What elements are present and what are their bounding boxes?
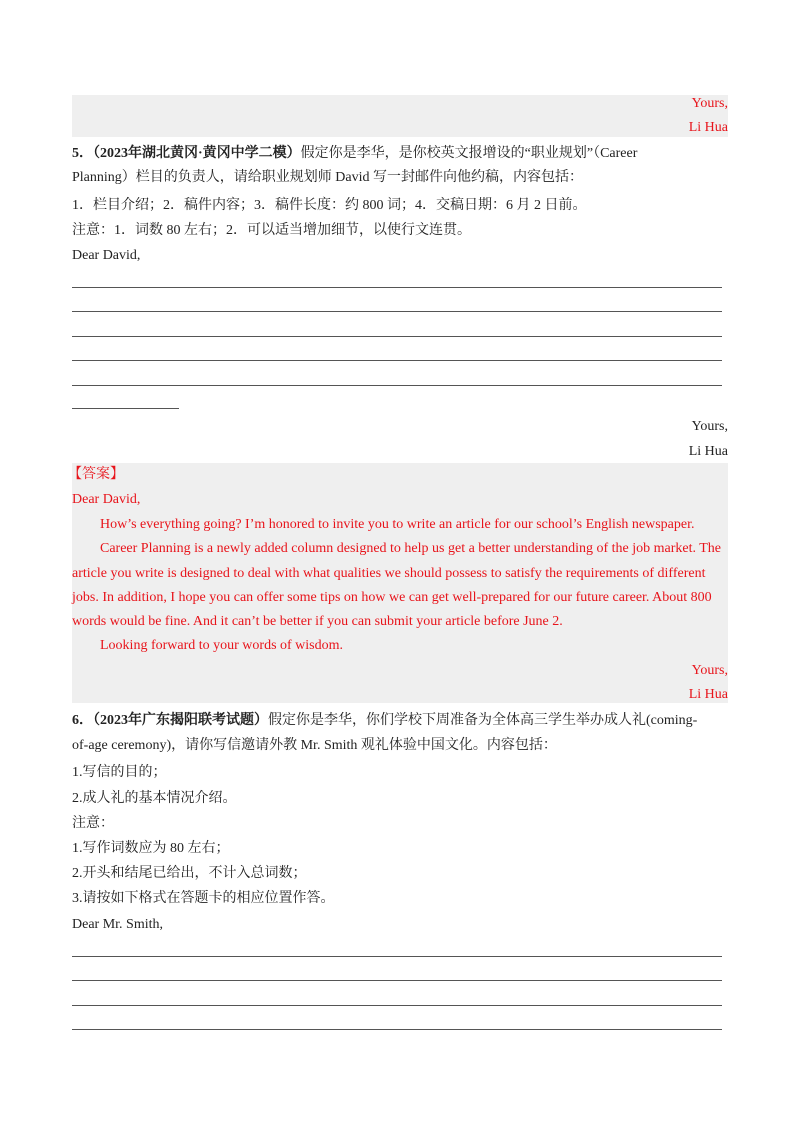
writing-line-short xyxy=(72,408,179,409)
q5-note-line: 注意：1．词数 80 左右；2．可以适当增加细节，以使行文连贯。 xyxy=(72,223,471,238)
q6-note-3: 3.请按如下格式在答题卡的相应位置作答。 xyxy=(72,891,335,906)
answer-sign-off: Yours, xyxy=(691,663,728,678)
q6-prompt-line1 xyxy=(72,709,728,733)
writing-line xyxy=(72,385,722,386)
answer-paragraph-2-line1: Career Planning is a newly added column designed to help us get a better understanding of the job market. The xyxy=(100,541,722,556)
writing-line xyxy=(72,980,722,981)
q6-prompt-line2: of-age ceremony)，请你写信邀请外教 Mr. Smith 观礼体验中国文化。内容包括： xyxy=(72,738,557,753)
q5-name: Li Hua xyxy=(688,444,728,459)
answer-paragraph-2-line4: words would be fine. And it can’t be better if you can submit your article before June 2. xyxy=(72,614,563,629)
answer-name: Li Hua xyxy=(688,120,728,135)
writing-line xyxy=(72,311,722,312)
answer-greeting: Dear David, xyxy=(72,492,141,507)
q5-content-line: 1．栏目介绍；2．稿件内容；3．稿件长度：约 800 词；4．交稿日期：6 月 2 日前。 xyxy=(72,198,587,213)
answer-paragraph-3: Looking forward to your words of wisdom. xyxy=(100,638,344,653)
writing-line xyxy=(72,336,722,337)
writing-line xyxy=(72,956,722,957)
answer-paragraph-1: How’s everything going? I’m honored to invite you to write an article for our school’s English newspaper. xyxy=(100,517,695,532)
q5-source: （2023年湖北黄冈·黄冈中学二模） xyxy=(93,146,301,161)
answer-label: 【答案】 xyxy=(68,467,124,482)
q6-source: （2023年广东揭阳联考试题） xyxy=(93,713,268,728)
q6-note-label: 注意： xyxy=(72,816,114,831)
writing-line xyxy=(72,287,722,288)
q5-prompt-text: 假定你是李华，是你校英文报增设的“职业规划”（Career xyxy=(300,146,638,161)
answer-name: Li Hua xyxy=(688,687,728,702)
q6-note-1: 1.写作词数应为 80 左右； xyxy=(72,841,230,856)
q6-item-2: 2.成人礼的基本情况介绍。 xyxy=(72,791,237,806)
answer-paragraph-2-line2: article you write is designed to deal with what qualities we should possess to satisfy the requirements of different xyxy=(72,566,706,581)
q6-prompt-text: 假定你是李华，你们学校下周准备为全体高三学生举办成人礼(coming- xyxy=(268,713,698,728)
q6-item-1: 1.写信的目的； xyxy=(72,765,167,780)
q5-prompt-line2: Planning）栏目的负责人，请给职业规划师 David 写一封邮件向他约稿，内容包括： xyxy=(72,170,583,185)
q5-prompt-line1 xyxy=(72,142,728,166)
answer-sign-off: Yours, xyxy=(691,96,728,111)
q5-sign-off: Yours, xyxy=(691,419,728,434)
writing-line xyxy=(72,1005,722,1006)
q5-greeting: Dear David, xyxy=(72,248,141,263)
q6-note-2: 2.开头和结尾已给出，不计入总词数； xyxy=(72,866,307,881)
q6-greeting: Dear Mr. Smith, xyxy=(72,917,163,932)
q5-number: 5． xyxy=(72,146,93,161)
q6-number: 6． xyxy=(72,713,93,728)
writing-line xyxy=(72,1029,722,1030)
writing-line xyxy=(72,360,722,361)
answer-paragraph-2-line3: jobs. In addition, I hope you can offer some tips on how we can get well-prepared for our future career. About 800 xyxy=(72,590,712,605)
